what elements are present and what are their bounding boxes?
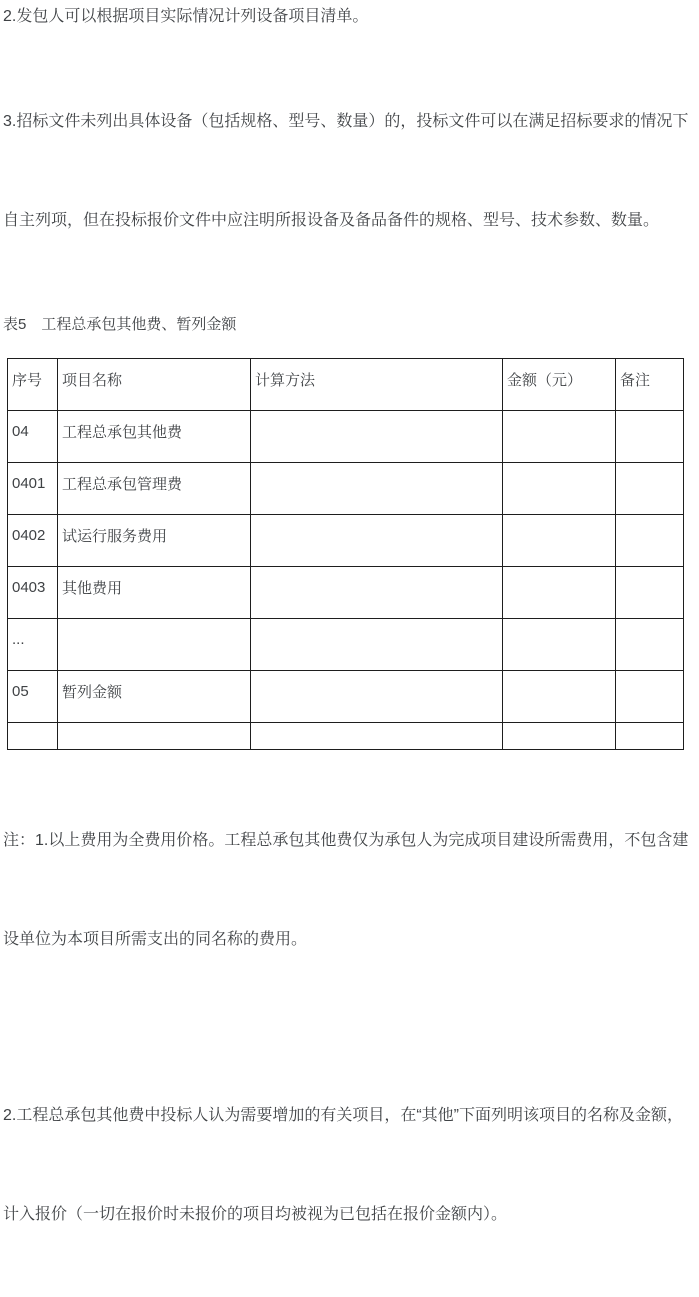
cell-name: 工程总承包其他费	[58, 411, 251, 463]
paragraph-3	[3, 39, 695, 303]
table-row-0402	[8, 515, 684, 567]
cell-method	[251, 671, 503, 723]
cell-name: 工程总承包管理费	[58, 463, 251, 515]
cell-amount	[503, 619, 616, 671]
cell-name: 暂列金额	[58, 671, 251, 723]
cell-method	[251, 723, 503, 750]
note-1-line-1: 注：1.以上费用为全费用价格。工程总承包其他费仅为承包人为完成项目建设所需费用，不包含建	[3, 832, 689, 849]
column-header-amount: 金额（元）	[503, 359, 616, 411]
column-header-remark: 备注	[616, 359, 684, 411]
note-2-line-1: 2.工程总承包其他费中投标人认为需要增加的有关项目，在“其他”下面列明该项目的名称及金额，	[3, 1107, 684, 1124]
cell-remark	[616, 411, 684, 463]
cell-seq: ...	[8, 619, 58, 671]
cell-amount	[503, 411, 616, 463]
cell-method	[251, 463, 503, 515]
note-1	[3, 758, 695, 1022]
cell-method	[251, 515, 503, 567]
cell-remark	[616, 671, 684, 723]
cell-name: 其他费用	[58, 567, 251, 619]
cell-name	[58, 619, 251, 671]
cell-amount	[503, 567, 616, 619]
cell-remark	[616, 515, 684, 567]
cell-method	[251, 411, 503, 463]
column-header-seq: 序号	[8, 359, 58, 411]
cell-remark	[616, 463, 684, 515]
note-2	[3, 1033, 695, 1297]
table-caption: 表5 工程总承包其他费、暂列金额	[3, 316, 237, 333]
table-notes	[3, 758, 695, 1297]
table-row-empty	[8, 723, 684, 750]
cell-method	[251, 567, 503, 619]
table-row-0401	[8, 463, 684, 515]
cell-amount	[503, 723, 616, 750]
table-header-row	[8, 359, 684, 411]
cell-seq	[8, 723, 58, 750]
cell-remark	[616, 567, 684, 619]
cell-seq: 0403	[8, 567, 58, 619]
cell-remark	[616, 723, 684, 750]
cell-amount	[503, 671, 616, 723]
cell-name: 试运行服务费用	[58, 515, 251, 567]
cell-name	[58, 723, 251, 750]
table-row-04	[8, 411, 684, 463]
paragraph-2: 2.发包人可以根据项目实际情况计列设备项目清单。	[3, 8, 369, 25]
column-header-name: 项目名称	[58, 359, 251, 411]
cell-seq: 0401	[8, 463, 58, 515]
table-row-ellipsis	[8, 619, 684, 671]
note-1-line-2: 设单位为本项目所需支出的同名称的费用。	[3, 931, 308, 948]
cell-seq: 05	[8, 671, 58, 723]
paragraph-3-line-2: 自主列项，但在投标报价文件中应注明所报设备及备品备件的规格、型号、技术参数、数量。	[3, 212, 660, 229]
note-2-line-2: 计入报价（一切在报价时未报价的项目均被视为已包括在报价金额内）。	[3, 1206, 508, 1223]
cell-amount	[503, 463, 616, 515]
cell-method	[251, 619, 503, 671]
table-row-0403	[8, 567, 684, 619]
table-row-05	[8, 671, 684, 723]
cell-seq: 0402	[8, 515, 58, 567]
fees-table	[7, 358, 684, 750]
paragraph-3-line-1: 3.招标文件未列出具体设备（包括规格、型号、数量）的，投标文件可以在满足招标要求的情况下	[3, 113, 689, 130]
cell-amount	[503, 515, 616, 567]
column-header-method: 计算方法	[251, 359, 503, 411]
cell-remark	[616, 619, 684, 671]
cell-seq: 04	[8, 411, 58, 463]
